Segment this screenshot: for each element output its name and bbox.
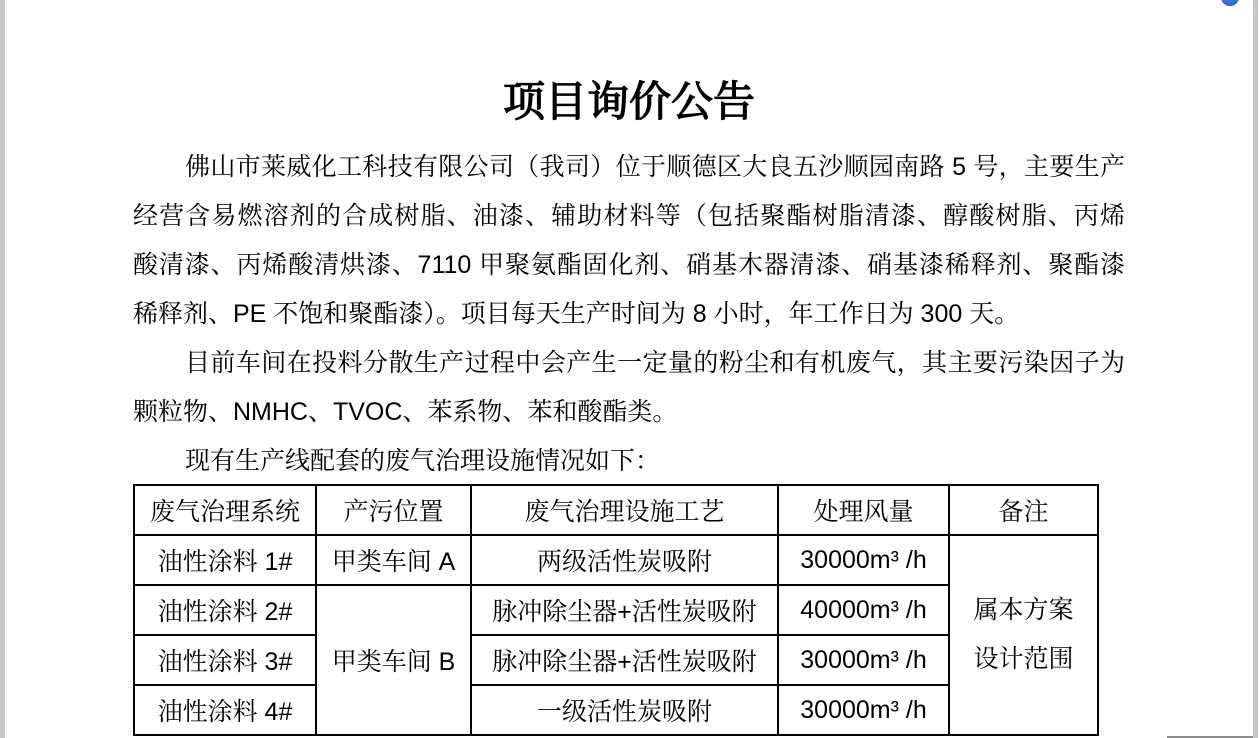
paragraph-pollutants bbox=[133, 339, 1125, 437]
table-row bbox=[134, 535, 1098, 585]
document-body bbox=[133, 143, 1125, 486]
text-line: 酸清漆、丙烯酸清烘漆、7110 甲聚氨酯固化剂、硝基木器清漆、硝基漆稀释剂、聚酯漆 bbox=[133, 251, 1125, 279]
app-edge-right bbox=[1253, 0, 1258, 738]
cell-remark-merged bbox=[949, 535, 1098, 735]
remark-line: 设计范围 bbox=[973, 645, 1074, 673]
app-edge-left bbox=[0, 0, 5, 738]
cell-location-merged: 甲类车间 B bbox=[316, 585, 471, 735]
floating-blue-button-partial-icon[interactable] bbox=[1221, 0, 1239, 6]
cell-process: 脉冲除尘器+活性炭吸附 bbox=[471, 635, 778, 685]
header-cell-remark: 备注 bbox=[949, 485, 1098, 535]
cell-system: 油性涂料 3# bbox=[134, 635, 316, 685]
text-line: 现有生产线配套的废气治理设施情况如下： bbox=[185, 447, 661, 475]
cell-system: 油性涂料 1# bbox=[134, 535, 316, 585]
header-cell-airflow: 处理风量 bbox=[778, 485, 949, 535]
cell-process: 一级活性炭吸附 bbox=[471, 685, 778, 735]
cell-airflow: 30000m³ /h bbox=[778, 685, 949, 735]
cell-airflow: 30000m³ /h bbox=[778, 535, 949, 585]
paragraph-company-intro bbox=[133, 143, 1125, 339]
header-cell-system: 废气治理系统 bbox=[134, 485, 316, 535]
header-cell-location: 产污位置 bbox=[316, 485, 471, 535]
waste-gas-treatment-table bbox=[133, 484, 1099, 736]
paragraph-table-lead-in bbox=[133, 437, 1125, 486]
header-cell-process: 废气治理设施工艺 bbox=[471, 485, 778, 535]
text-line: 经营含易燃溶剂的合成树脂、油漆、辅助材料等（包括聚酯树脂清漆、醇酸树脂、丙烯 bbox=[133, 202, 1125, 230]
text-line: 目前车间在投料分散生产过程中会产生一定量的粉尘和有机废气，其主要污染因子为 bbox=[185, 349, 1125, 377]
table-header-row bbox=[134, 485, 1098, 535]
text-line: 稀释剂、PE 不饱和聚酯漆）。项目每天生产时间为 8 小时，年工作日为 300 天。 bbox=[133, 300, 1020, 328]
cell-system: 油性涂料 2# bbox=[134, 585, 316, 635]
cell-system: 油性涂料 4# bbox=[134, 685, 316, 735]
document-title: 项目询价公告 bbox=[502, 78, 755, 125]
cell-airflow: 40000m³ /h bbox=[778, 585, 949, 635]
text-line: 佛山市莱威化工科技有限公司（我司）位于顺德区大良五沙顺园南路 5 号，主要生产 bbox=[185, 153, 1125, 181]
remark-line: 属本方案 bbox=[973, 596, 1074, 624]
text-line: 颗粒物、NMHC、TVOC、苯系物、苯和酸酯类。 bbox=[133, 398, 678, 426]
cell-location: 甲类车间 A bbox=[316, 535, 471, 585]
cell-process: 脉冲除尘器+活性炭吸附 bbox=[471, 585, 778, 635]
cell-process: 两级活性炭吸附 bbox=[471, 535, 778, 585]
cell-airflow: 30000m³ /h bbox=[778, 635, 949, 685]
